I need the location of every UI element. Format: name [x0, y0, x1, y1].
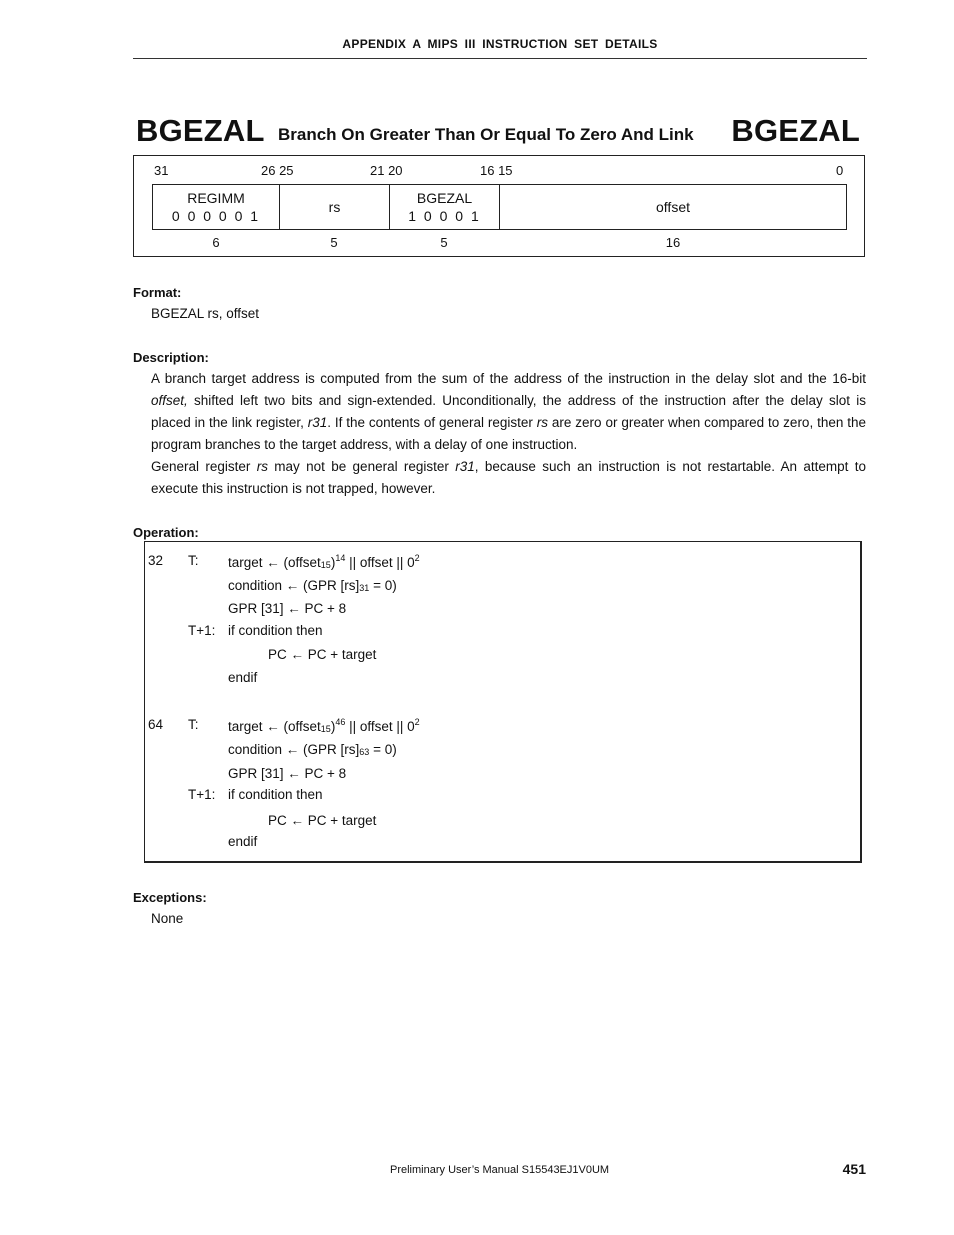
op-endif-line: endif: [228, 670, 258, 685]
bit-position-26-25: 26 25: [261, 163, 294, 178]
footer-manual: Preliminary User’s Manual S15543EJ1V0UM: [390, 1164, 610, 1176]
field-offset: [500, 185, 846, 229]
title-description: Branch On Greater Than Or Equal To Zero And Link: [278, 125, 694, 144]
instruction-fields: [152, 184, 847, 230]
op-stage-t: T:: [188, 553, 199, 568]
instruction-title: [136, 110, 862, 154]
text-run-italic: r31: [307, 415, 328, 430]
exceptions-heading: Exceptions:: [133, 890, 207, 905]
operation-box: [144, 541, 862, 863]
text-run: General register: [151, 459, 257, 474]
op-if-line: if condition then: [228, 787, 323, 802]
format-diagram: [133, 155, 865, 257]
description-paragraph-1: [151, 368, 866, 456]
text-run: || offset || 0: [345, 719, 415, 734]
text-run: || offset || 0: [345, 555, 415, 570]
field-name: REGIMM: [187, 190, 245, 206]
text-run-italic: offset,: [151, 393, 188, 408]
op-pc-line: PC ← PC + target: [268, 647, 377, 662]
op-condition-line: [228, 578, 397, 593]
subscript: 63: [359, 747, 370, 757]
bit-position-21-20: 21 20: [370, 163, 403, 178]
op-target-line: [228, 553, 420, 570]
superscript: 46: [335, 717, 346, 727]
op-gpr-line: GPR [31] ← PC + 8: [228, 601, 347, 616]
subscript: 15: [320, 560, 331, 570]
superscript: 14: [335, 553, 346, 563]
format-syntax: BGEZAL rs, offset: [151, 306, 260, 321]
op-if-line: if condition then: [228, 623, 323, 638]
bit-position-0: 0: [836, 163, 844, 178]
title-mnemonic-right: BGEZAL: [731, 113, 860, 148]
subscript: 15: [320, 724, 331, 734]
text-run: are zero or greater when compared to zero, then the program branches to the target address, with a delay of one instruction.: [151, 415, 866, 452]
text-run: ): [330, 555, 336, 570]
field-width-bgezal: 5: [440, 235, 448, 250]
op-stage-t1: T+1:: [188, 623, 216, 638]
text-run: target ← (offset: [228, 719, 321, 734]
header-rule: [133, 58, 867, 59]
op-width-64: 64: [148, 717, 164, 732]
text-run: . If the contents of general register: [327, 415, 537, 430]
field-name: BGEZAL: [416, 190, 473, 206]
op-pc-line: PC ← PC + target: [268, 813, 377, 828]
text-run: target ← (offset: [228, 555, 321, 570]
text-run: , because such an instruction is not restartable. An attempt to execute this instruction is not trapped, however.: [151, 459, 867, 496]
operation-heading: Operation:: [133, 525, 199, 540]
op-stage-t1: T+1:: [188, 787, 216, 802]
superscript: 2: [414, 553, 420, 563]
page-number: 451: [842, 1161, 866, 1177]
field-name: offset: [656, 199, 690, 215]
text-run: shifted left two bits and sign-extended. Unconditionally, the address of the instruction after the delay slot is placed in the link register,: [151, 393, 866, 430]
description-heading: Description:: [133, 350, 209, 365]
field-bgezal: [390, 185, 500, 229]
text-run: A branch target address is computed from the sum of the address of the instruction in the delay slot and the 16-bit: [151, 371, 866, 386]
description-body: [151, 368, 866, 500]
field-width-offset: 16: [665, 235, 681, 250]
field-name: rs: [328, 199, 341, 215]
running-header: APPENDIX A MIPS III INSTRUCTION SET DETAILS: [342, 37, 658, 51]
bit-position-31: 31: [154, 163, 169, 178]
superscript: 2: [414, 717, 420, 727]
field-width-rs: 5: [330, 235, 338, 250]
text-run: = 0): [369, 742, 397, 757]
text-run: = 0): [369, 578, 397, 593]
text-run: condition ← (GPR [rs]: [228, 578, 360, 593]
field-regimm: [153, 185, 280, 229]
text-run: condition ← (GPR [rs]: [228, 742, 360, 757]
op-endif-line: endif: [228, 834, 258, 849]
field-code: 0 0 0 0 0 1: [171, 208, 261, 224]
field-code: 1 0 0 0 1: [408, 208, 481, 224]
text-run: ): [330, 719, 336, 734]
op-target-line: [228, 717, 420, 734]
text-run-italic: rs: [536, 415, 549, 430]
description-paragraph-2: [151, 456, 866, 500]
field-rs: [280, 185, 390, 229]
title-mnemonic-left: BGEZAL: [136, 113, 265, 148]
op-gpr-line: GPR [31] ← PC + 8: [228, 766, 347, 781]
bit-position-16-15: 16 15: [480, 163, 513, 178]
op-width-32: 32: [148, 553, 164, 568]
op-stage-t: T:: [188, 717, 199, 732]
field-width-regimm: 6: [212, 235, 220, 250]
format-heading: Format:: [133, 285, 182, 300]
text-run: may not be general register: [267, 459, 456, 474]
exceptions-text: None: [151, 911, 184, 926]
subscript: 31: [359, 583, 370, 593]
text-run-italic: rs: [256, 459, 268, 474]
text-run-italic: r31: [455, 459, 475, 474]
op-condition-line: [228, 742, 397, 757]
